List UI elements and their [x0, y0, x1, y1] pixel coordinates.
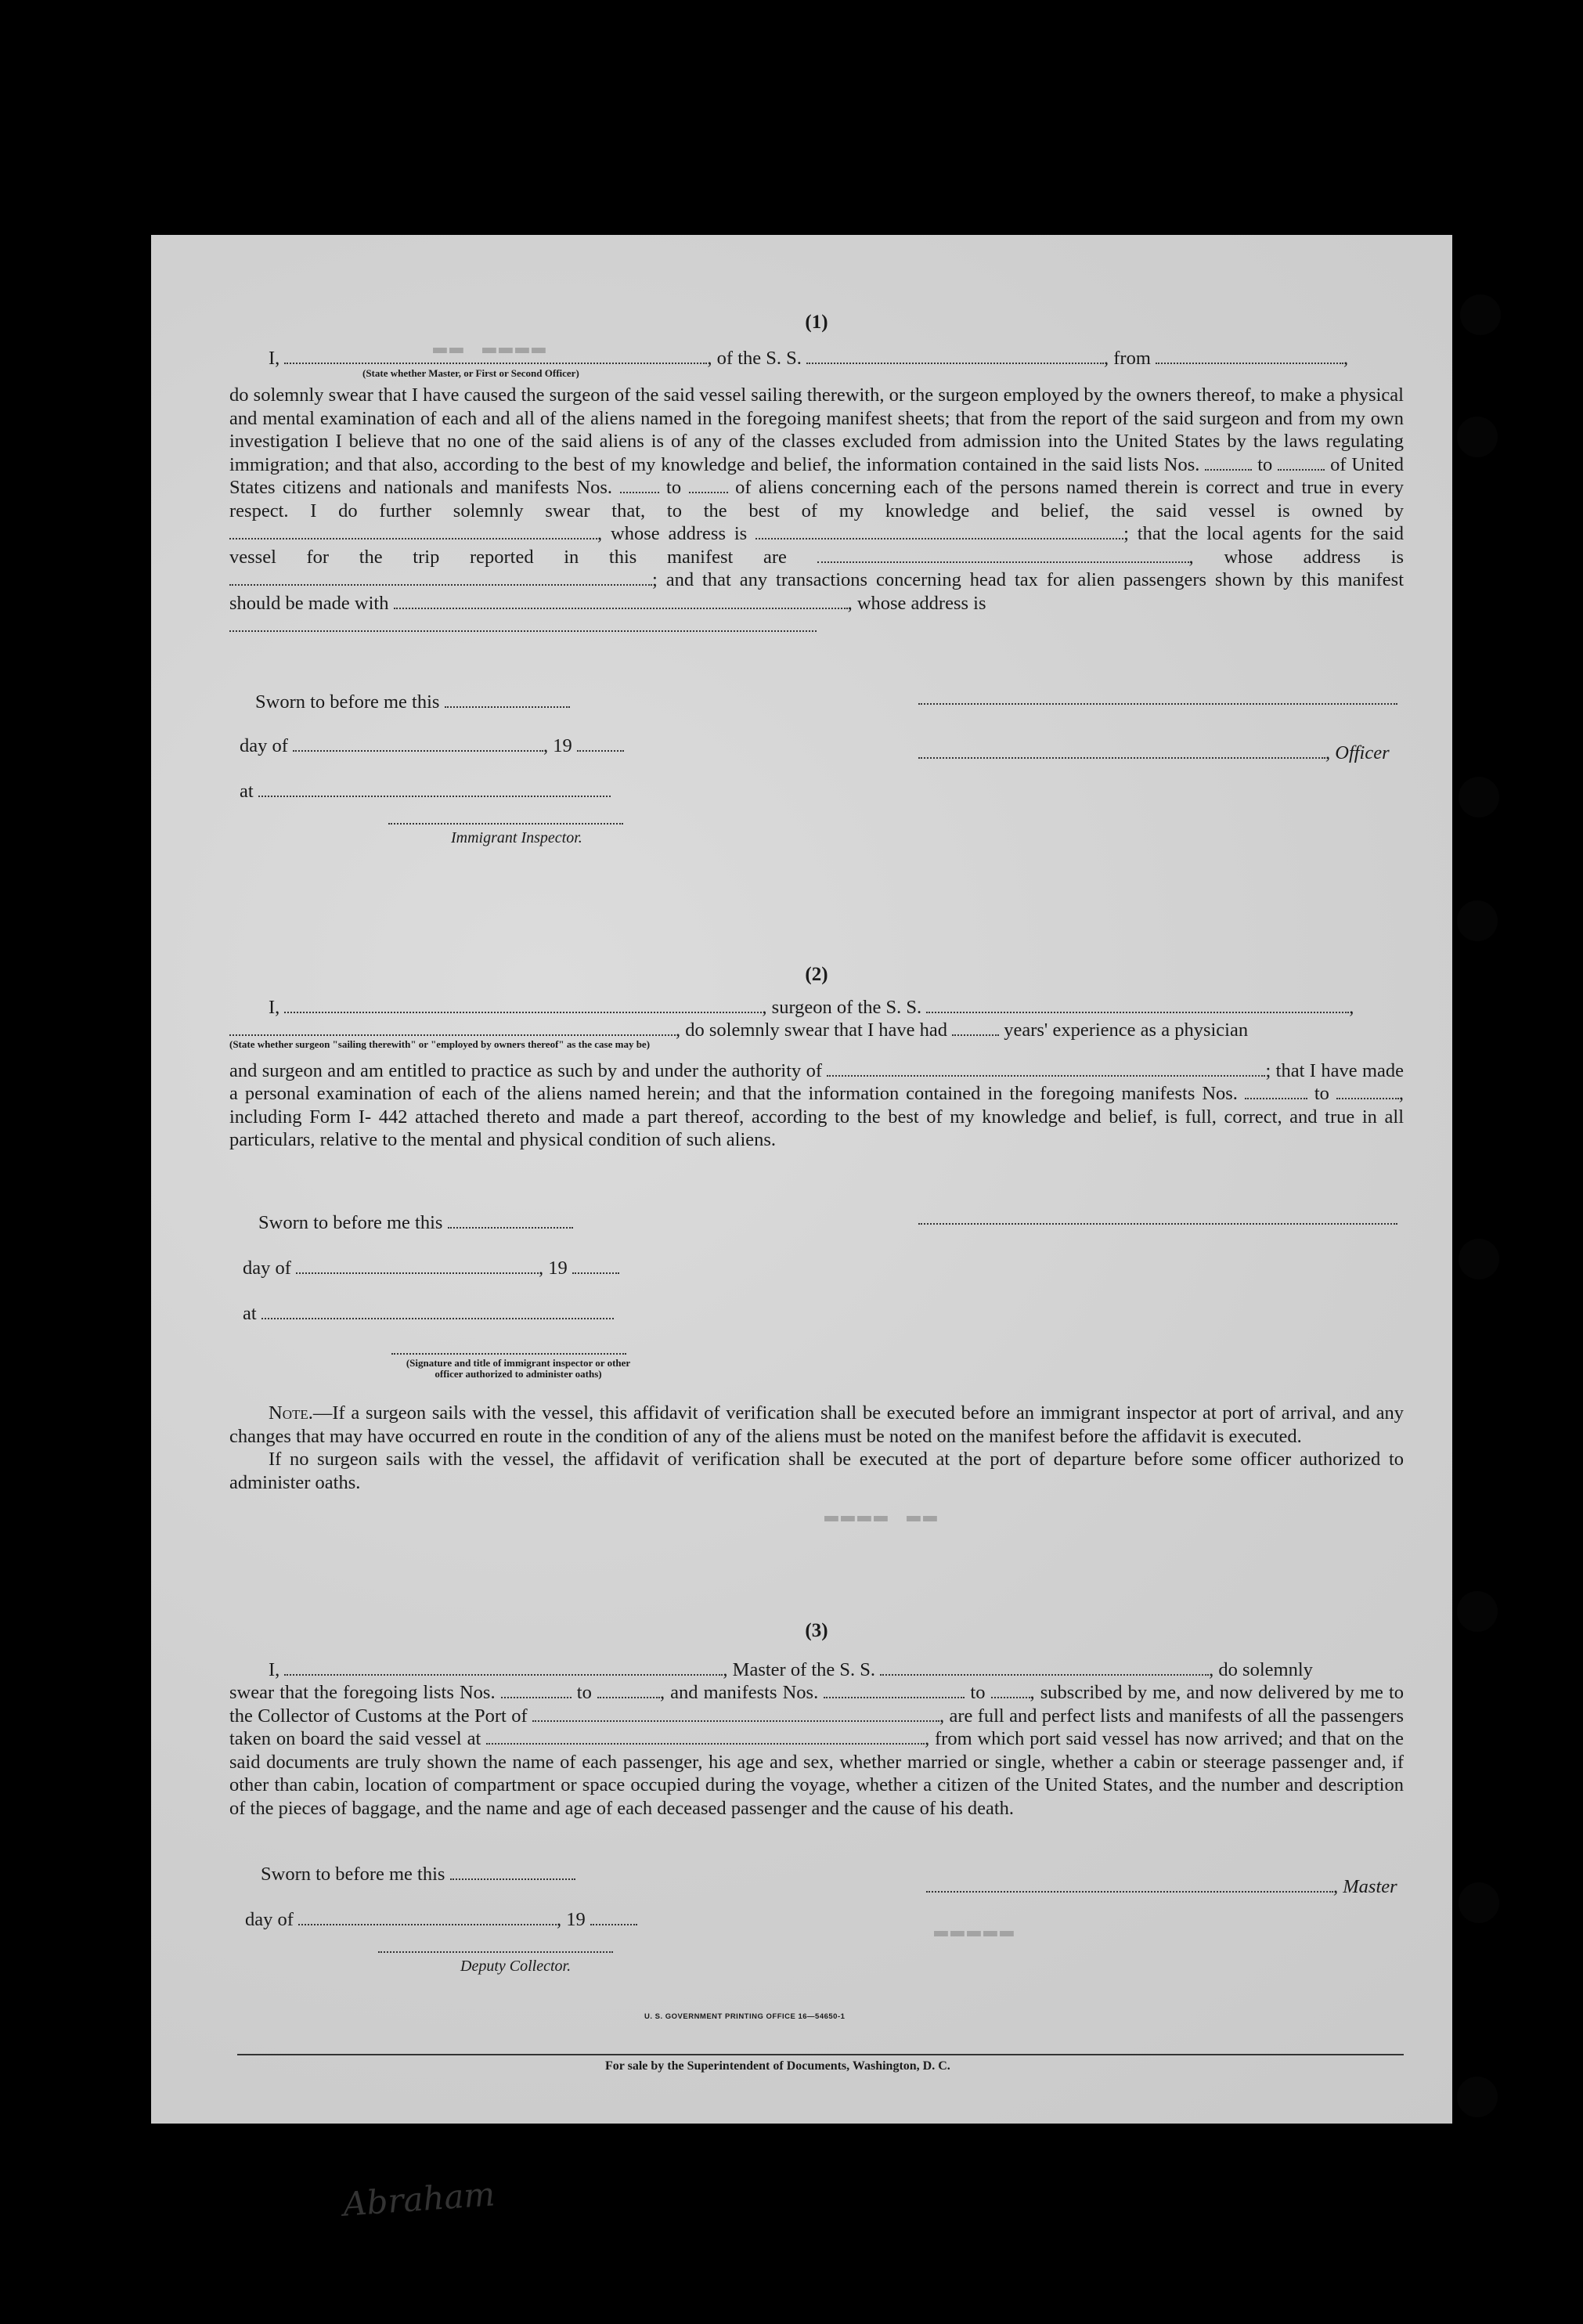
sworn-year-field[interactable] [572, 1272, 619, 1274]
vessel-name-field[interactable] [806, 363, 1104, 364]
sworn-place-field[interactable] [258, 796, 611, 797]
officer-name-field[interactable] [284, 363, 707, 364]
delivered-label: delivered by me to the Collector of Customs at the Port of [229, 1682, 1405, 1727]
owner-address-field[interactable] [755, 538, 1123, 540]
punch-hole [1459, 1882, 1499, 1923]
sworn-label: Sworn to before me this [258, 1212, 443, 1233]
inspector-label: Immigrant Inspector. [451, 829, 582, 846]
sworn-label: Sworn to before me this [255, 691, 440, 713]
lists-from-field[interactable] [1205, 469, 1252, 471]
sworn-month-field[interactable] [293, 750, 543, 752]
full-label: , are full and perfect lists and [939, 1705, 1164, 1727]
gpo-imprint: U. S. GOVERNMENT PRINTING OFFICE 16—54650-1 [644, 2012, 846, 2021]
bleed-through-text: ▬▬ ▬▬▬▬ [433, 335, 549, 362]
port-of-field[interactable] [532, 1720, 939, 1722]
punch-hole [1457, 900, 1498, 941]
sale-notice: For sale by the Superintendent of Documents, Washington, D. C. [605, 2059, 950, 2073]
officer-signature-line-1[interactable] [918, 703, 1397, 705]
sworn-block-1 [240, 691, 582, 846]
at-label: at [243, 1303, 257, 1324]
local-agents-field[interactable] [817, 561, 1189, 563]
solemnly-label: , do solemnly [1209, 1658, 1313, 1680]
punch-hole [1457, 2077, 1498, 2117]
swear-label: swear that the foregoing lists Nos. [229, 1682, 496, 1703]
note-text: —If a surgeon sails with the vessel, this affidavit of verification shall be executed before an immigrant inspector at port of arrival, and any changes that may have occurred en route in the condition of any of the aliens must be noted on the manifest before the affidavit is executed. [229, 1402, 1404, 1447]
deputy-label: Deputy Collector. [460, 1958, 572, 1975]
surgeon-manifests-from-field[interactable] [1245, 1098, 1307, 1099]
manifests-from-field[interactable] [824, 1697, 965, 1698]
head-tax-party-field[interactable] [394, 608, 848, 609]
year-label: , 19 [543, 735, 572, 756]
sworn-block-2 [243, 1212, 631, 1380]
departure-port-field[interactable] [486, 1743, 925, 1745]
signature-note: (Signature and title of immigrant inspector or other officer authorized to administer oaths) [406, 1357, 631, 1380]
section-2-body: that I have made a personal examination of each of the aliens named herein; and that the information contained in the foregoing manifests Nos. [229, 1059, 1405, 1104]
note-text-2: If no surgeon sails with the vessel, the affidavit of verification shall be executed at the port of departure before some officer authorized to administer oaths. [229, 1449, 1404, 1493]
surgeon-note: (State whether surgeon "sailing therewith" or "employed by owners thereof" as the case may be) [229, 1038, 651, 1050]
to-label: to [576, 1682, 592, 1703]
sworn-year-field[interactable] [577, 750, 624, 752]
bleed-through-text: ▬▬▬▬▬ [934, 1918, 1017, 1945]
years-label: years' experience as a physician [1004, 1019, 1249, 1041]
margin-signature: Abraham [341, 2174, 496, 2224]
year-label: , 19 [557, 1909, 586, 1930]
section-3-number: (3) [805, 1620, 828, 1641]
lists-to-field[interactable] [597, 1697, 660, 1698]
authority-label: and surgeon and am entitled to practice as such by and under the authority of [229, 1059, 823, 1081]
note-label: Note. [269, 1402, 313, 1424]
from-label: , from [1104, 347, 1151, 369]
sworn-block-3 [245, 1864, 586, 1975]
sworn-year-field[interactable] [590, 1924, 637, 1925]
day-of-label: day of [245, 1909, 294, 1930]
of-ss-label: , of the S. S. [707, 347, 802, 369]
sworn-day-field[interactable] [450, 1878, 575, 1880]
manifests-to-field[interactable] [689, 492, 728, 493]
port-from-field[interactable] [1156, 363, 1343, 364]
sworn-day-field[interactable] [448, 1227, 573, 1229]
officer-note: (State whether Master, or First or Second Officer) [362, 367, 579, 379]
section-3-body: port said vessel has now arrived; and that on the said documents are truly shown the name of each passenger, his age and sex, whether married or single, whether a cabin or steerage passenger and, if other than cabin, location of compartment or space occupied during the voyage, whether a citizen of the United States, and the number and description of the pieces of baggage, and the name and age of each deceased passenger and the cause of his death. [229, 1728, 1404, 1819]
punch-hole [1460, 294, 1501, 335]
manifest-affidavit-sheet [151, 235, 1452, 2224]
local-agents-label: that the local agents for the said vessel for the trip reported in this manifest are [229, 523, 1404, 568]
surgeon-status-field[interactable] [229, 1034, 676, 1036]
head-tax-address-field[interactable] [229, 630, 817, 632]
us-citizens-label: of United States citizens and nationals and manifests Nos. [229, 453, 1405, 498]
years-experience-field[interactable] [952, 1034, 999, 1036]
manifests-to-field[interactable] [991, 1697, 1030, 1698]
master-vessel-field[interactable] [880, 1674, 1209, 1676]
authority-field[interactable] [827, 1075, 1265, 1077]
officer-signature-field[interactable] [918, 757, 1325, 759]
lists-to-field[interactable] [1278, 469, 1325, 471]
day-of-label: day of [243, 1258, 291, 1279]
agents-address-field[interactable] [229, 584, 652, 586]
punch-hole [1457, 1591, 1498, 1632]
surgeon-signature-line[interactable] [918, 1223, 1397, 1225]
master-of-label: , Master of the S. S. [723, 1658, 876, 1680]
manifests-all-label: manifests of all the passengers taken on board the said vessel at [229, 1705, 1405, 1749]
master-label: , Master [1333, 1876, 1397, 1897]
surgeon-name-field[interactable] [284, 1012, 762, 1013]
master-signature-field[interactable] [926, 1891, 1333, 1893]
subscribed-label: , subscribed by me, and now [1029, 1682, 1253, 1703]
comma: , [1343, 347, 1349, 369]
to-label: to [666, 477, 682, 498]
punch-hole [1459, 1239, 1499, 1279]
sworn-day-field[interactable] [445, 706, 570, 708]
section-3-i: I, [269, 1658, 280, 1680]
semicolon: ; [1123, 523, 1129, 544]
aliens-label: of aliens concerning each of the persons named therein is correct and true in every respect. I do further solemnly swear that, to the best of my knowledge and belief, the said vessel is owned by [229, 477, 1405, 521]
sworn-month-field[interactable] [296, 1272, 539, 1274]
address-label: whose address is [1224, 546, 1405, 568]
sworn-label: Sworn to before me this [261, 1864, 445, 1885]
manifests-label: , and manifests Nos. [659, 1682, 819, 1703]
section-2-number: (2) [805, 964, 828, 985]
owner-field[interactable] [229, 538, 597, 540]
year-label: , 19 [539, 1258, 568, 1279]
to-label: to [1257, 453, 1273, 475]
comma: , [1349, 996, 1354, 1018]
sworn-place-field[interactable] [261, 1318, 614, 1319]
day-of-label: day of [240, 735, 288, 756]
section-1-body: do solemnly swear that I have caused the surgeon of the said vessel sailing therewith, or the surgeon employed by the owners thereof, to make a physical and mental examination of each and all of the aliens named in the foregoing manifest sheets; that from the report of the said surgeon and from my own investigation I believe that no one of the said aliens is of any of the classes excluded from admission into the United States by the laws regulating immigration; and that also, according to the best of my knowledge and belief, the information contained in the said lists Nos. [229, 384, 1404, 475]
surgeon-vessel-field[interactable] [926, 1012, 1349, 1013]
comma: , [1188, 546, 1194, 568]
punch-hole [1459, 777, 1499, 817]
section-2-body-2: , including Form I- 442 attached thereto and made a part thereof, according to the best of my knowledge and belief, is full, correct, and true in all particulars, relative to the mental and physical condition of such aliens. [229, 1083, 1405, 1150]
bleed-through-text: ▬▬▬▬ ▬▬ [824, 1503, 940, 1530]
surgeon-manifests-to-field[interactable] [1336, 1098, 1399, 1099]
solemnly-label: , do solemnly swear that I have had [676, 1019, 947, 1041]
section-1-number: (1) [805, 312, 828, 333]
semicolon: ; [1265, 1059, 1271, 1081]
section-2-i: I, [269, 996, 280, 1018]
surgeon-of-label: , surgeon of the S. S. [762, 996, 922, 1018]
manifests-from-field[interactable] [620, 492, 659, 493]
section-2-note [229, 1402, 1404, 1494]
section-2 [229, 963, 1404, 1152]
address-label: , whose address is [847, 592, 986, 614]
master-name-field[interactable] [284, 1674, 723, 1676]
at-label: at [240, 781, 254, 802]
section-1-i: I, [269, 347, 280, 369]
from-which-label: , from which [925, 1728, 1025, 1749]
footer-rule [237, 2054, 1404, 2055]
address-label: , whose address is [597, 523, 748, 544]
head-tax-label: ; and that any transactions concerning head tax for alien passengers shown by this manifest should be made with [229, 569, 1404, 614]
sworn-month-field[interactable] [298, 1924, 557, 1925]
lists-from-field[interactable] [501, 1697, 572, 1698]
section-1 [229, 311, 1404, 638]
officer-label: , Officer [1325, 742, 1390, 763]
punch-hole [1457, 417, 1498, 457]
to-label: to [1314, 1083, 1329, 1104]
section-3 [229, 1619, 1404, 1820]
to-label: to [970, 1682, 986, 1703]
